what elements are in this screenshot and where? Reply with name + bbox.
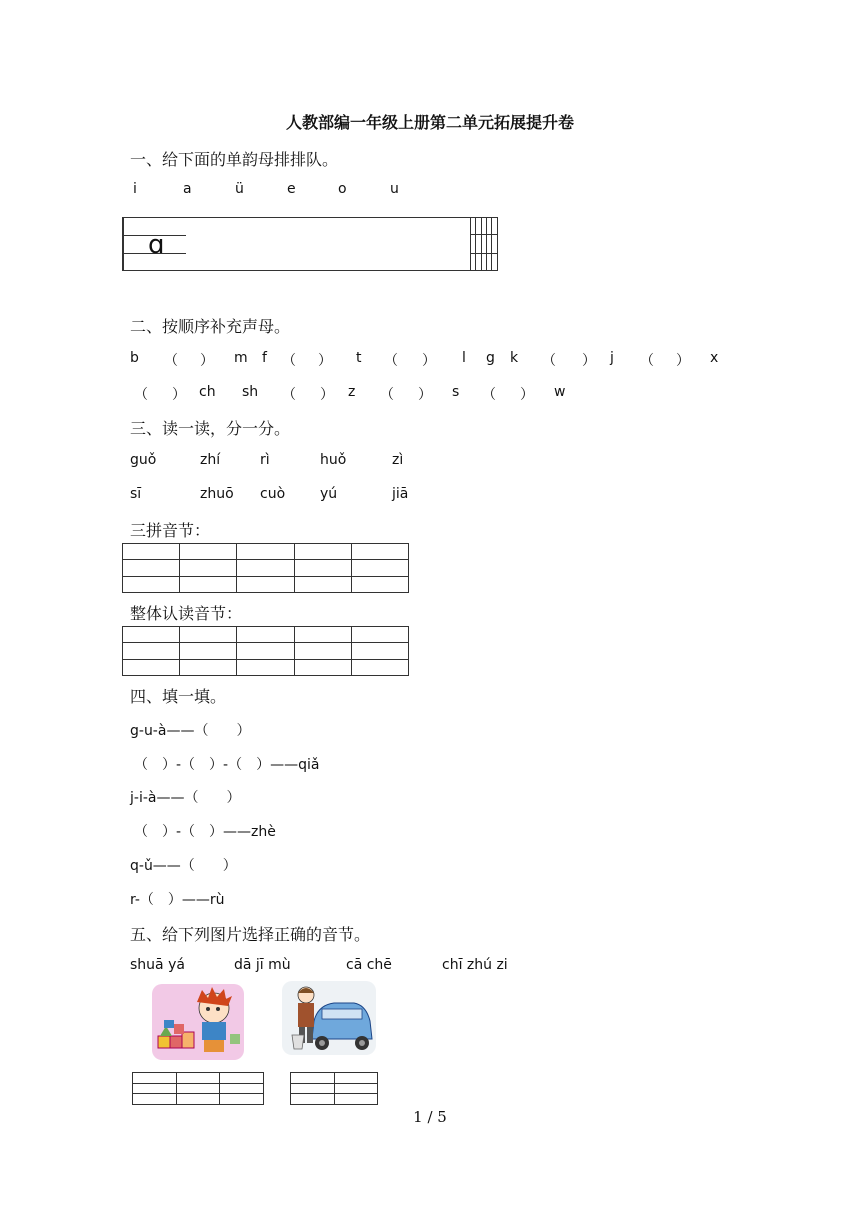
fill-line: j-i-à——（ ） bbox=[130, 790, 241, 806]
consonant: m bbox=[234, 350, 248, 366]
bracket: （ bbox=[134, 387, 148, 403]
bracket: （ bbox=[482, 387, 496, 403]
page-title: 人教部编一年级上册第二单元拓展提升卷 bbox=[285, 113, 574, 132]
letter: i bbox=[133, 181, 137, 197]
section3-row1 bbox=[130, 452, 430, 472]
answer-grid-picture2 bbox=[290, 1072, 378, 1105]
option: dā jī mù bbox=[234, 957, 291, 973]
section1-letters bbox=[130, 181, 450, 201]
bracket: ） bbox=[172, 387, 186, 403]
syllable: huǒ bbox=[320, 452, 347, 468]
letter: a bbox=[183, 181, 192, 197]
letter: o bbox=[338, 181, 347, 197]
syllable: zhuō bbox=[200, 486, 234, 502]
bracket: （ bbox=[282, 353, 296, 369]
picture-car-washing bbox=[282, 981, 376, 1055]
syllable: rì bbox=[260, 452, 270, 468]
section5-options bbox=[130, 957, 550, 977]
section2-row2 bbox=[130, 384, 590, 404]
consonant: ch bbox=[199, 384, 216, 400]
syllable: sī bbox=[130, 486, 142, 502]
label-whole-syllables: 整体认读音节： bbox=[130, 604, 243, 623]
answer-grid-b bbox=[122, 626, 409, 676]
syllable: zì bbox=[392, 452, 404, 468]
consonant: x bbox=[710, 350, 719, 366]
bracket: （ bbox=[542, 353, 556, 369]
grid-cell-example bbox=[123, 218, 470, 271]
consonant: k bbox=[510, 350, 519, 366]
section5-heading: 五、给下列图片选择正确的音节。 bbox=[130, 925, 371, 944]
fill-line: r-（ ）——rù bbox=[130, 892, 225, 908]
label-three-part-syllables: 三拼音节： bbox=[130, 521, 211, 540]
consonant: g bbox=[486, 350, 495, 366]
fill-line: q-ǔ——（ ） bbox=[130, 858, 237, 874]
letter: ü bbox=[235, 181, 244, 197]
letter: u bbox=[390, 181, 399, 197]
page-number: 1 / 5 bbox=[413, 1108, 447, 1126]
consonant: j bbox=[610, 350, 614, 366]
option: cā chē bbox=[346, 957, 392, 973]
section3-heading: 三、读一读，分一分。 bbox=[130, 419, 291, 438]
section2-row1 bbox=[130, 350, 730, 370]
option: chī zhú zi bbox=[442, 957, 508, 973]
consonant: z bbox=[348, 384, 356, 400]
section2-heading: 二、按顺序补充声母。 bbox=[130, 317, 291, 336]
section3-row2 bbox=[130, 486, 430, 506]
consonant: t bbox=[356, 350, 362, 366]
bracket: ） bbox=[422, 353, 436, 369]
grid-cell bbox=[492, 218, 498, 235]
syllable: guǒ bbox=[130, 452, 157, 468]
bracket: ） bbox=[318, 353, 332, 369]
option: shuā yá bbox=[130, 957, 185, 973]
answer-grid-a bbox=[122, 543, 409, 593]
fill-line: （ ）-（ ）——zhè bbox=[134, 824, 276, 840]
letter: e bbox=[287, 181, 296, 197]
picture-building-blocks bbox=[152, 984, 244, 1060]
consonant: w bbox=[554, 384, 566, 400]
consonant: s bbox=[452, 384, 460, 400]
example-letter: ɑ bbox=[148, 230, 165, 260]
syllable: zhí bbox=[200, 452, 221, 468]
bracket: ） bbox=[200, 353, 214, 369]
four-line-grid bbox=[122, 217, 498, 271]
consonant: b bbox=[130, 350, 139, 366]
answer-grid-picture1 bbox=[132, 1072, 264, 1105]
syllable: jiā bbox=[392, 486, 409, 502]
section4-heading: 四、填一填。 bbox=[130, 687, 227, 706]
bracket: ） bbox=[520, 387, 534, 403]
bracket: （ bbox=[640, 353, 654, 369]
section1-heading: 一、给下面的单韵母排排队。 bbox=[130, 150, 339, 169]
bracket: ） bbox=[582, 353, 596, 369]
fill-line: （ ）-（ ）-（ ）——qiǎ bbox=[134, 757, 320, 773]
bracket: ） bbox=[676, 353, 690, 369]
bracket: ） bbox=[320, 387, 334, 403]
consonant: f bbox=[262, 350, 267, 366]
bracket: （ bbox=[164, 353, 178, 369]
syllable: cuò bbox=[260, 486, 286, 502]
consonant: sh bbox=[242, 384, 259, 400]
consonant: l bbox=[462, 350, 466, 366]
syllable: yú bbox=[320, 486, 338, 502]
bracket: （ bbox=[282, 387, 296, 403]
fill-line: g-u-à——（ ） bbox=[130, 723, 251, 739]
bracket: （ bbox=[380, 387, 394, 403]
bracket: （ bbox=[384, 353, 398, 369]
bracket: ） bbox=[418, 387, 432, 403]
